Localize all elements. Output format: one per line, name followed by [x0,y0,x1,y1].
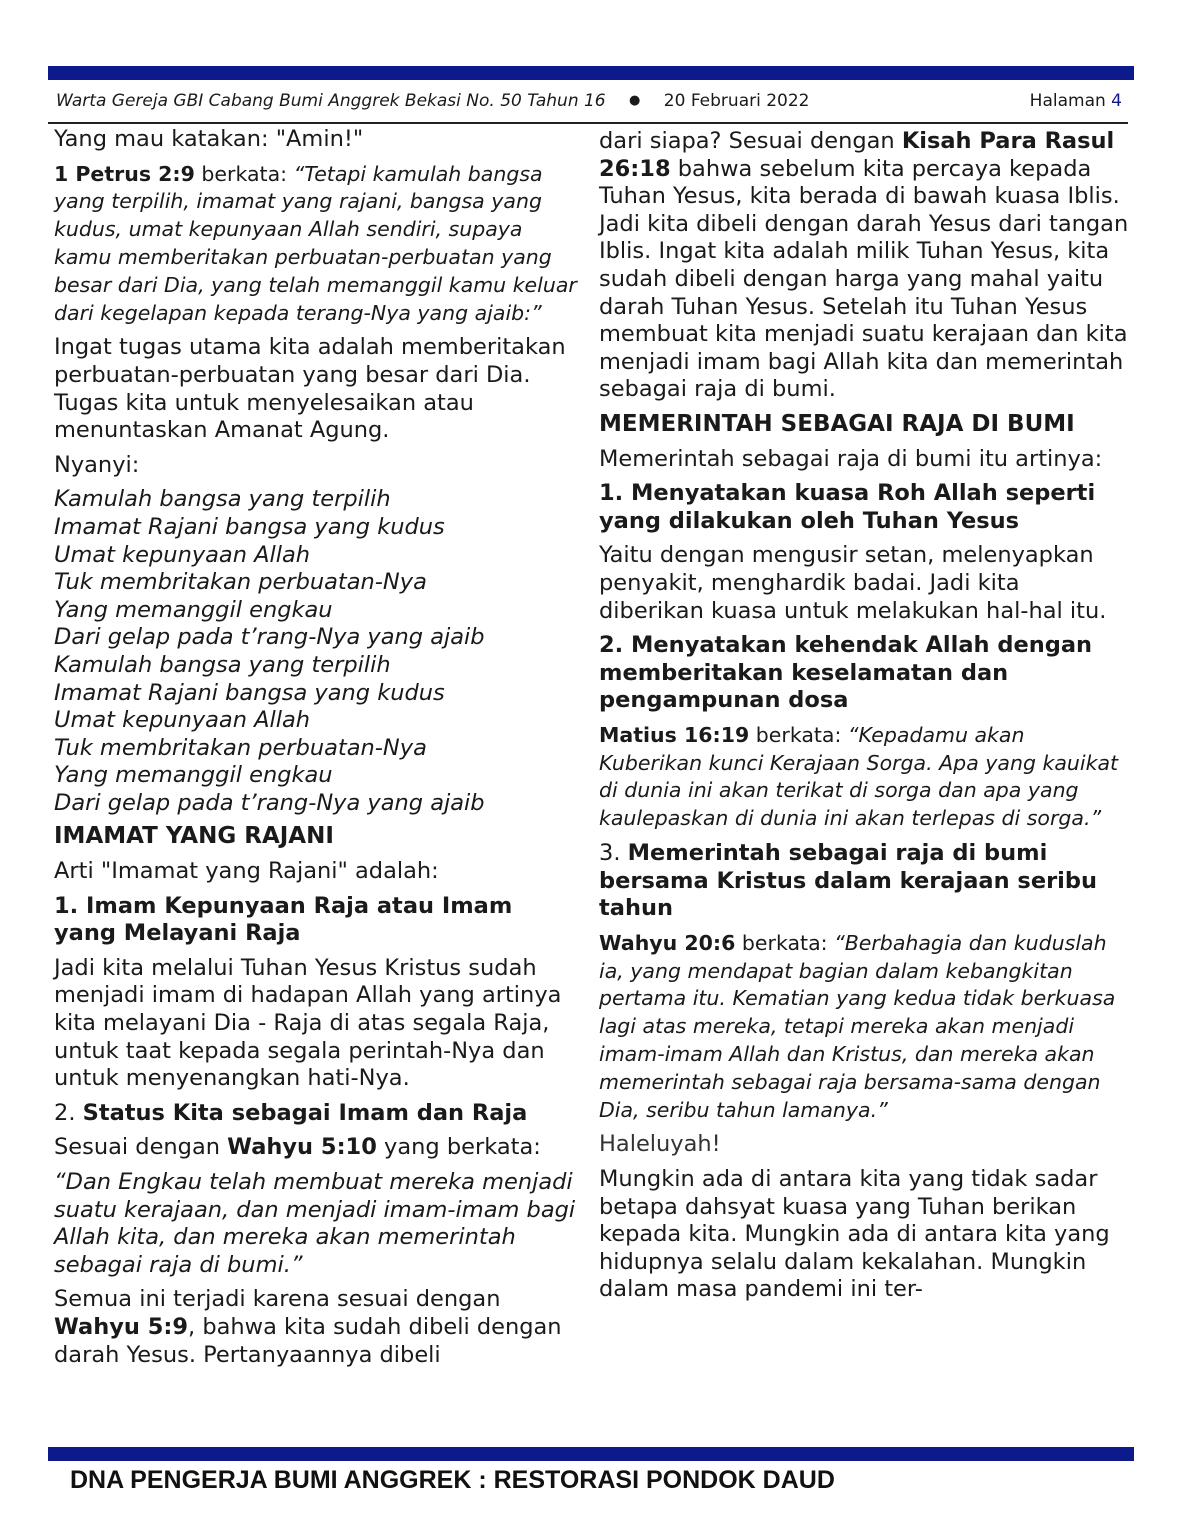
verse-says: berkata: [749,722,848,747]
verse-reference: Wahyu 5:9 [54,1313,189,1340]
paragraph: Arti "Imamat yang Rajani" adalah: [54,858,439,885]
song-line: Yang memanggil engkau [54,596,333,623]
subheading-text: Status Kita sebagai Imam dan Raja [82,1099,528,1126]
paragraph: Jadi kita melalui Tuhan Yesus Kristus sudah menjadi imam di hadapan Allah yang artinya kita melayani Dia - Raja di atas segala Raja, untuk taat kepada segala perintah-Nya dan untuk menyenangkan hati-Nya. [54,954,562,1092]
subheading-text: Memerintah sebagai raja di bumi bersama Kristus dalam kerajaan seribu tahun [599,840,1098,922]
right-column [599,128,1129,1311]
verse-reference: 1 Petrus 2:9 [54,161,195,186]
section-heading: IMAMAT YANG RAJANI [54,823,334,850]
song-line: Imamat Rajani bangsa yang kudus [54,513,445,540]
section-heading: MEMERINTAH SEBAGAI RAJA DI BUMI [599,410,1075,437]
verse-reference: Wahyu 5:10 [227,1134,377,1161]
song-line: Yang memanggil engkau [54,762,333,789]
song-line: Umat kepunyaan Allah [54,541,311,568]
verse-quote: “Berbahagia dan kuduslah ia, yang mendapat bagian dalam kebangkitan pertama itu. Kematian yang kedua tidak berkuasa lagi atas mereka, tetapi mereka akan menjadi imam-imam Allah dan Kristus, dan mereka akan memerintah sebagai raja bersama-sama dengan Dia, seribu tahun lamanya.” [599,930,1116,1122]
song-lyrics [54,486,579,817]
text: dari siapa? Sesuai dengan [599,128,902,154]
paragraph [599,128,1129,404]
text: , bahwa kita sudah dibeli dengan darah Yesus. Pertanyaannya dibeli [54,1313,562,1368]
verse-quote: “Kepadamu akan Kuberikan kunci Kerajaan Sorga. Apa yang kauikat di dunia ini akan terikat di sorga dan apa yang kaulepaskan di dunia ini akan terlepas di sorga.” [599,722,1119,831]
subheading [54,1100,579,1128]
song-line: Imamat Rajani bangsa yang kudus [54,679,445,706]
paragraph: Memerintah sebagai raja di bumi itu artinya: [599,445,1103,472]
bottom-accent-bar [48,1447,1134,1461]
verse-wahyu [599,930,1129,1125]
verse-1-petrus [54,161,579,328]
text: yang berkata: [376,1134,541,1161]
subheading [599,840,1129,923]
song-line: Dari gelap pada t’rang-Nya yang ajaib [54,789,485,816]
top-accent-bar [48,66,1134,80]
verse-reference: Wahyu 20:6 [599,930,736,955]
verse-quote: “Tetapi kamulah bangsa yang terpilih, imamat yang rajani, bangsa yang kudus, umat kepunyaan Allah sendiri, supaya kamu memberitakan perbuatan-perbuatan yang besar dari Dia, yang telah memanggil kamu keluar dari kegelapan kepada terang-Nya yang ajaib:” [54,161,577,325]
paragraph: Yang mau katakan: "Amin!" [54,126,364,152]
song-line: Umat kepunyaan Allah [54,707,311,734]
paragraph [54,1286,579,1369]
footer-title: DNA PENGERJA BUMI ANGGREK : RESTORASI PONDOK DAUD [70,1466,835,1494]
text: Sesuai dengan [54,1134,228,1161]
paragraph: Mungkin ada di antara kita yang tidak sadar betapa dahsyat kuasa yang Tuhan berikan kepada kita. Mungkin ada di antara kita yang hidupnya selalu dalam kekalahan. Mungkin dalam masa pandemi ini ter- [599,1166,1110,1303]
paragraph: Yaitu dengan mengusir setan, melenyapkan penyakit, menghardik badai. Jadi kita diberikan kuasa untuk melakukan hal-hal itu. [599,542,1107,624]
verse-says: berkata: [194,161,294,186]
song-line: Kamulah bangsa yang terpilih [54,651,391,678]
song-line: Dari gelap pada t’rang-Nya yang ajaib [54,624,485,651]
bullet-separator: ● [629,93,641,108]
subheading-number: 2. [54,1099,83,1126]
paragraph: Ingat tugas utama kita adalah memberitakan perbuatan-perbuatan yang besar dari Dia. Tugas kita untuk menyelesaikan atau menuntaskan Amanat Agung. [54,334,566,444]
paragraph: Haleluyah! [599,1131,721,1158]
bulletin-title: Warta Gereja GBI Cabang Bumi Anggrek Bekasi No. 50 Tahun 16 [56,91,606,111]
verse-reference: Matius 16:19 [599,722,750,747]
song-line: Tuk membritakan perbuatan-Nya [54,569,427,596]
paragraph [54,1134,579,1162]
page-header [48,86,1128,124]
subheading-number: 3. [599,840,628,867]
subheading: 1. Menyatakan kuasa Roh Allah seperti yang dilakukan oleh Tuhan Yesus [599,480,1096,534]
page-indicator [1030,91,1122,111]
left-column [54,126,579,1376]
text: bahwa sebelum kita percaya kepada Tuhan Yesus, kita berada di bawah kuasa Iblis. Jadi kita dibeli dengan darah Yesus dari tangan Iblis. Ingat kita adalah milik Tuhan Yesus, kita sudah dibeli dengan harga yang mahal yaitu darah Tuhan Yesus. Setelah itu Tuhan Yesus membuat kita menjadi suatu kerajaan dan kita menjadi imam bagi Allah kita dan memerintah sebagai raja di bumi. [599,155,1129,403]
subheading: 1. Imam Kepunyaan Raja atau Imam yang Melayani Raja [54,892,513,947]
page-number: 4 [1111,91,1122,111]
verse-quote: “Dan Engkau telah membuat mereka menjadi suatu kerajaan, dan menjadi imam-imam bagi Allah kita, dan mereka akan memerintah sebagai raja di bumi.” [54,1169,576,1278]
song-line: Kamulah bangsa yang terpilih [54,486,391,513]
song-line: Tuk membritakan perbuatan-Nya [54,734,427,761]
bulletin-date: 20 Februari 2022 [663,91,810,111]
subheading: 2. Menyatakan kehendak Allah dengan memberitakan keselamatan dan pengampunan dosa [599,632,1093,714]
header-left [56,91,810,111]
verse-says: berkata: [735,930,835,955]
verse-reference: Kisah Para Rasul 26:18 [599,128,1115,182]
text: Semua ini terjadi karena sesuai dengan [54,1286,501,1313]
verse-matius [599,722,1129,833]
page-label: Halaman [1029,91,1106,111]
sing-label: Nyanyi: [54,451,140,478]
